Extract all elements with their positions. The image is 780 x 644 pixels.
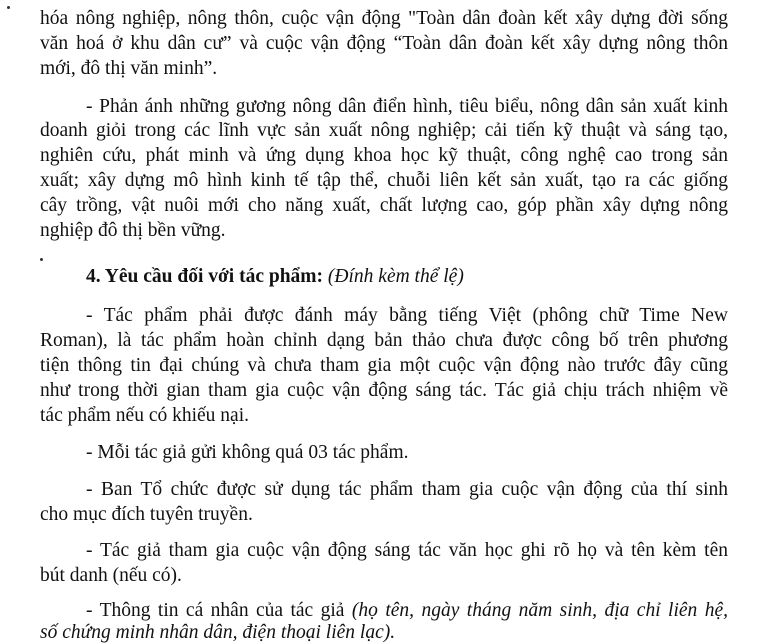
paragraph-3-line-3: tiện thông tin đại chúng và chưa tham gia một cuộc vận động nào trước đây cũng [40, 355, 728, 376]
paragraph-6-line-1: - Tác giả tham gia cuộc vận động sáng tác văn học ghi rõ họ và tên kèm tên [86, 540, 728, 561]
paragraph-2-line-3: nghiên cứu, phát minh và ứng dụng khoa học kỹ thuật, công nghệ cao trong sản [40, 145, 728, 166]
section-heading [86, 266, 464, 288]
paragraph-3-line-5: tác phẩm nếu có khiếu nại. [40, 405, 250, 426]
paragraph-2-line-1: - Phản ánh những gương nông dân điển hình, tiêu biểu, nông dân sản xuất kinh [86, 96, 728, 117]
paragraph-1-line-1: hóa nông nghiệp, nông thôn, cuộc vận động "Toàn dân đoàn kết xây dựng đời sống [40, 8, 728, 29]
paragraph-4-line-1: - Mỗi tác giả gửi không quá 03 tác phẩm. [86, 442, 409, 463]
section-heading-title: 4. Yêu cầu đối với tác phẩm: [86, 266, 324, 287]
paragraph-2-line-5: cây trồng, vật nuôi mới cho năng xuất, chất lượng cao, góp phần xây dựng nông [40, 195, 728, 216]
section-heading-note: (Đính kèm thể lệ) [327, 266, 464, 287]
paragraph-3-line-4: như trong thời gian tham gia cuộc vận động sáng tác. Tác giả chịu trách nhiệm về [40, 380, 728, 401]
paragraph-3-line-2: Roman), là tác phẩm hoàn chỉnh dạng bản thảo chưa được công bố trên phương [40, 330, 728, 351]
paragraph-1-line-2: văn hoá ở khu dân cư” và cuộc vận động “Toàn dân đoàn kết xây dựng nông thôn [40, 33, 728, 54]
paragraph-6-line-2: bút danh (nếu có). [40, 565, 182, 586]
paragraph-3-line-1: - Tác phẩm phải được đánh máy bằng tiếng Việt (phông chữ Time New [86, 305, 728, 326]
paragraph-5-line-2: cho mục đích tuyên truyền. [40, 504, 253, 525]
paragraph-7-line-1 [86, 600, 728, 622]
paragraph-7-prefix: - Thông tin cá nhân của tác giả [86, 600, 352, 621]
paragraph-1-line-3: mới, đô thị văn minh”. [40, 58, 218, 79]
paragraph-7-line-2: số chứng minh nhân dân, điện thoại liên lạc). [40, 622, 396, 643]
scan-speck [40, 258, 43, 261]
paragraph-7-italic-1: (họ tên, ngày tháng năm sinh, địa chỉ liên hệ, [351, 600, 728, 621]
paragraph-5-line-1: - Ban Tổ chức được sử dụng tác phẩm tham gia cuộc vận động của thí sinh [86, 479, 728, 500]
paragraph-2-line-2: doanh giỏi trong các lĩnh vực sản xuất nông nghiệp; cải tiến kỹ thuật và sáng tạo, [40, 120, 728, 141]
paragraph-2-line-4: xuất; xây dựng mô hình kinh tế tập thể, chuỗi liên kết sản xuất, tạo ra các giống [40, 170, 728, 191]
scan-speck [7, 6, 10, 9]
paragraph-2-line-6: nghiệp đô thị bền vững. [40, 220, 226, 241]
